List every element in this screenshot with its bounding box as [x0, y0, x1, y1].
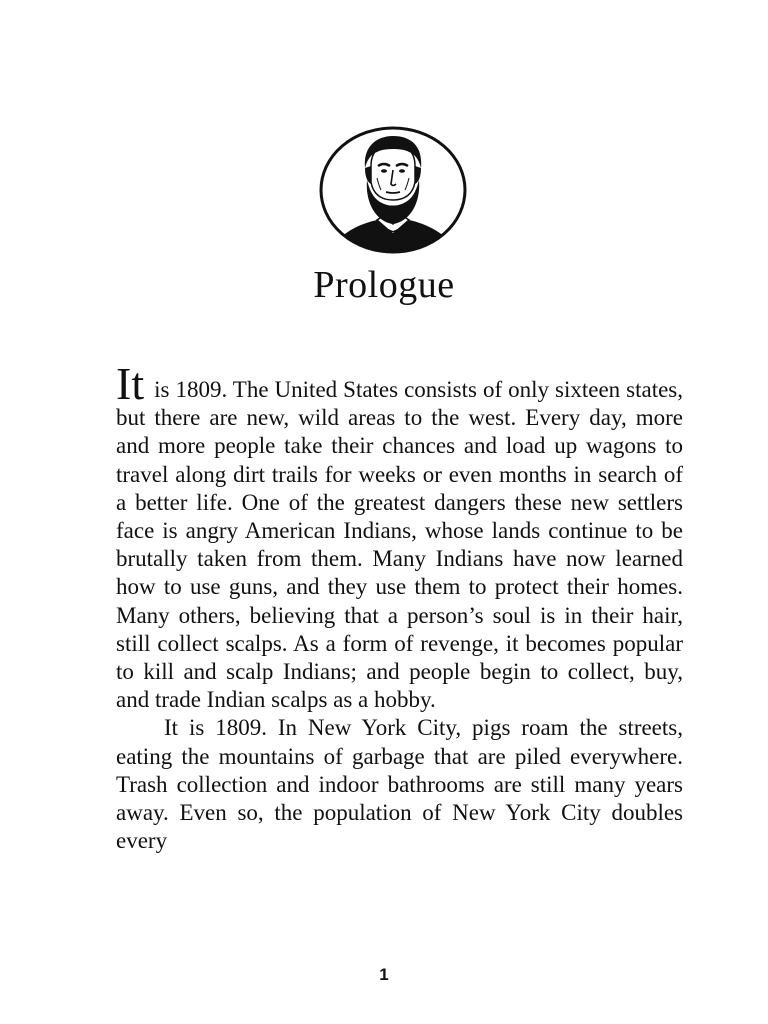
paragraph-1-text: is 1809. The United States consists of only sixteen states, but there are new, wild areas to the west. Every day, more and more people take their chances and load up wagons to travel along dirt trails for weeks or even months in search of a better life. One of the greatest dangers these new settlers face is angry American Indians, whose lands continue to be brutally taken from them. Many Indians have now learned how to use guns, and they use them to protect their homes. Many others, believing that a person’s soul is in their hair, still collect scalps. As a form of revenge, it becomes popular to kill and scalp Indians; and people begin to collect, buy, and trade Indian scalps as a hobby. [116, 377, 683, 713]
paragraph-2: It is 1809. In New York City, pigs roam the streets, eating the mountains of garbage that are piled everywhere. Trash collection and indoor bathrooms are still many years away. Even so, the population of New York City doubles every [116, 715, 683, 854]
paragraph-1 [116, 358, 683, 714]
lincoln-portrait-icon [319, 126, 467, 254]
body-text [116, 358, 683, 855]
page-number: 1 [379, 965, 389, 984]
drop-cap: It [116, 358, 145, 409]
chapter-title: Prologue [313, 264, 455, 306]
